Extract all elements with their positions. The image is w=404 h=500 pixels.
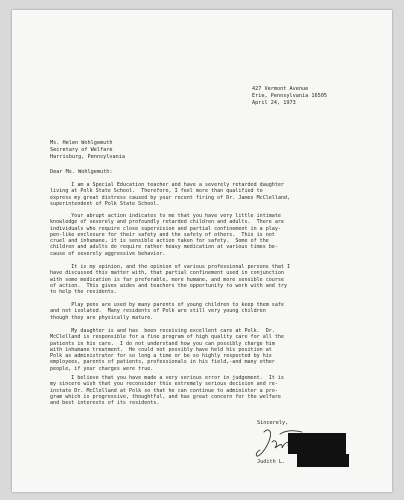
text-line: and best interests of its residents. [50, 400, 160, 406]
text-line: employees, parents of patients, professionals in his field,-and many other [50, 359, 275, 366]
text-line: Your abrupt action indicates to me that you have very little intimate [50, 213, 281, 219]
letter-date: April 24, 1973 [252, 100, 296, 106]
paragraph-4 [50, 302, 365, 321]
text-line: knowledge of severely and profoundly retarded children and adults. There are [50, 219, 284, 226]
paragraph-3 [50, 264, 365, 295]
paragraph-1 [50, 182, 365, 207]
text-line: Polk as administrator for so long a time or be so highly respected by his [50, 353, 272, 359]
paragraph-2 [50, 213, 365, 257]
text-line: McClelland is responsible for a fine program of high quality care for all the [50, 334, 284, 341]
salutation: Dear Ms. Wohlgemuth: [50, 169, 113, 175]
paragraph-6 [50, 375, 365, 406]
text-line: have discussed this matter with, that partial confinement used in conjunction [50, 270, 284, 277]
text-line: individuals who require close supervision and partial confinement in a play- [50, 225, 281, 232]
text-line: children and adults do require rather heavy medication at various times be- [50, 244, 278, 251]
text-line: gram which is progressive, thoughtful, and has great concern for the welfare [50, 393, 281, 400]
text-line: pen-like enclosure for their safety and the safety of others. This is not [50, 231, 275, 238]
typed-signature: Judith L. [257, 459, 286, 465]
text-line: though they are physically mature. [50, 314, 154, 321]
text-line: superintendent of Polk State School. [50, 200, 160, 207]
text-line: of action. This gives aides and teachers the opportunity to work with and try [50, 282, 288, 289]
closing: Sincerely, [257, 420, 289, 426]
text-line: It is my opinion, and the opinion of various professional persons that I [50, 264, 291, 270]
text-line: and not isolated. Many residents of Polk are still very young children [50, 308, 266, 315]
text-line: Play pens are used by many parents of young children to keep them safe [50, 302, 284, 308]
redaction-block [297, 454, 349, 467]
text-line: cruel and inhumane, it is sensible action taken for safety. Some of the [50, 238, 269, 244]
redaction-block [288, 433, 346, 454]
recipient-city: Harrisburg, Pennsylvania [50, 154, 125, 160]
sender-city: Erie, Pennsylvania 16505 [252, 93, 327, 99]
text-line: with inhumane treatment. He could not possibly have held his position at [50, 346, 272, 353]
text-line: instate Dr. McClelland at Polk so that he can continue to administer a pro- [50, 387, 278, 394]
text-line: My daughter is and has been receiving excellent care at Polk. Dr. [50, 328, 275, 334]
letter-page [12, 10, 392, 492]
text-line: living at Polk State School. Therefore, I feel more than qualified to [50, 188, 263, 195]
text-line: I am a Special Education teacher and have a severely retarded daughter [50, 182, 284, 188]
recipient-name: Ms. Helen Wohlgemuth [50, 140, 113, 146]
text-line: people, if your charges were true. [50, 365, 154, 372]
text-line: with some medication is far preferable, more humane, and more sensible course [50, 276, 284, 283]
text-line: patients in his care. I do not understand how you can possibly charge him [50, 340, 275, 347]
paragraph-5 [50, 328, 365, 372]
text-line: to help the residents. [50, 289, 117, 295]
text-line: express my great distress caused by your recent firing of Dr. James McClelland, [50, 194, 291, 201]
text-line: I believe that you have made a very serious error in judgement. It is [50, 375, 284, 381]
text-line: my sincere wish that you reconsider this extremely serious decision and re- [50, 381, 278, 388]
sender-street: 427 Vermont Avenue [252, 86, 309, 92]
recipient-title: Secretary of Welfare [50, 147, 113, 153]
text-line: cause of severely aggressive behavior. [50, 250, 166, 257]
